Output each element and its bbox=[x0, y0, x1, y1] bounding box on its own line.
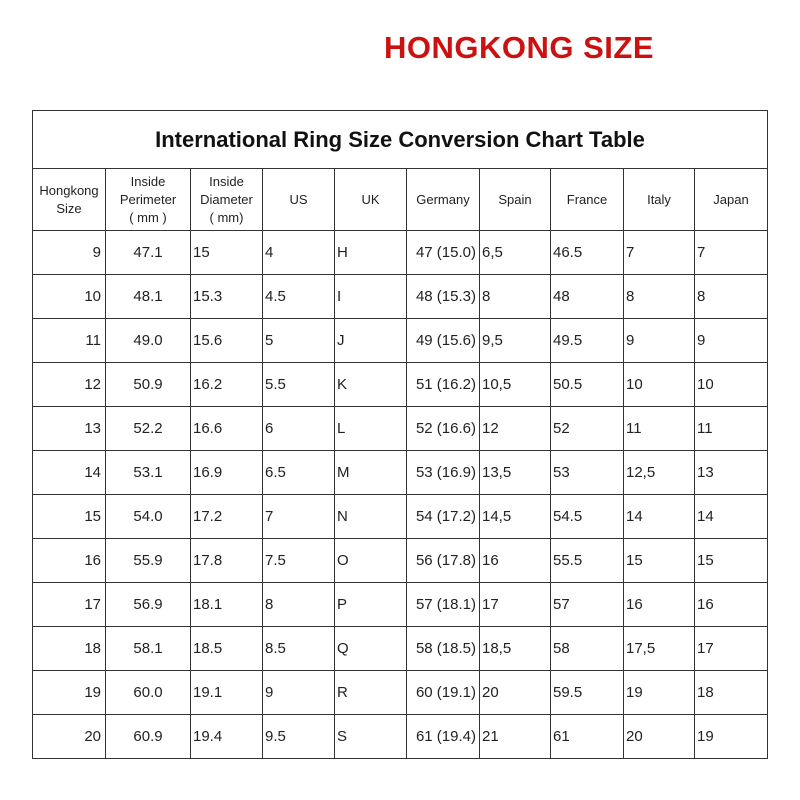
cell-france: 61 bbox=[551, 715, 624, 759]
cell-inside-diameter: 15.3 bbox=[191, 275, 263, 319]
cell-france: 46.5 bbox=[551, 231, 624, 275]
cell-inside-perimeter: 56.9 bbox=[106, 583, 191, 627]
cell-inside-diameter: 15.6 bbox=[191, 319, 263, 363]
table-row bbox=[33, 275, 768, 319]
cell-germany: 61 (19.4) bbox=[407, 715, 480, 759]
column-header-uk bbox=[335, 169, 407, 231]
cell-uk: K bbox=[335, 363, 407, 407]
cell-us: 5.5 bbox=[263, 363, 335, 407]
cell-italy: 8 bbox=[624, 275, 695, 319]
cell-france: 57 bbox=[551, 583, 624, 627]
cell-inside-perimeter: 47.1 bbox=[106, 231, 191, 275]
cell-germany: 57 (18.1) bbox=[407, 583, 480, 627]
cell-uk: I bbox=[335, 275, 407, 319]
cell-spain: 21 bbox=[480, 715, 551, 759]
cell-uk: L bbox=[335, 407, 407, 451]
cell-spain: 8 bbox=[480, 275, 551, 319]
cell-uk: S bbox=[335, 715, 407, 759]
cell-us: 9.5 bbox=[263, 715, 335, 759]
cell-germany: 58 (18.5) bbox=[407, 627, 480, 671]
cell-hongkong-size: 16 bbox=[33, 539, 106, 583]
cell-hongkong-size: 20 bbox=[33, 715, 106, 759]
cell-italy: 11 bbox=[624, 407, 695, 451]
cell-inside-perimeter: 48.1 bbox=[106, 275, 191, 319]
cell-uk: O bbox=[335, 539, 407, 583]
column-header-line: Germany bbox=[416, 191, 470, 207]
table-row bbox=[33, 671, 768, 715]
cell-france: 54.5 bbox=[551, 495, 624, 539]
cell-italy: 7 bbox=[624, 231, 695, 275]
cell-italy: 20 bbox=[624, 715, 695, 759]
column-header-hongkong-size bbox=[33, 169, 106, 231]
cell-hongkong-size: 15 bbox=[33, 495, 106, 539]
cell-france: 58 bbox=[551, 627, 624, 671]
cell-italy: 16 bbox=[624, 583, 695, 627]
cell-japan: 10 bbox=[695, 363, 768, 407]
column-header-line: Inside bbox=[209, 173, 244, 189]
cell-spain: 16 bbox=[480, 539, 551, 583]
cell-uk: N bbox=[335, 495, 407, 539]
cell-inside-perimeter: 49.0 bbox=[106, 319, 191, 363]
cell-inside-perimeter: 60.0 bbox=[106, 671, 191, 715]
cell-us: 4.5 bbox=[263, 275, 335, 319]
cell-france: 48 bbox=[551, 275, 624, 319]
column-header-line: Perimeter bbox=[119, 191, 177, 207]
cell-france: 52 bbox=[551, 407, 624, 451]
cell-germany: 56 (17.8) bbox=[407, 539, 480, 583]
cell-spain: 14,5 bbox=[480, 495, 551, 539]
header-row bbox=[33, 169, 768, 231]
column-header-france bbox=[551, 169, 624, 231]
cell-japan: 8 bbox=[695, 275, 768, 319]
cell-spain: 17 bbox=[480, 583, 551, 627]
column-header-italy bbox=[624, 169, 695, 231]
cell-inside-diameter: 18.5 bbox=[191, 627, 263, 671]
cell-italy: 19 bbox=[624, 671, 695, 715]
cell-spain: 9,5 bbox=[480, 319, 551, 363]
cell-france: 50.5 bbox=[551, 363, 624, 407]
column-header-inside-diameter bbox=[191, 169, 263, 231]
cell-spain: 10,5 bbox=[480, 363, 551, 407]
cell-germany: 51 (16.2) bbox=[407, 363, 480, 407]
cell-inside-perimeter: 54.0 bbox=[106, 495, 191, 539]
cell-us: 8 bbox=[263, 583, 335, 627]
column-header-us bbox=[263, 169, 335, 231]
column-header-line: ( mm) bbox=[209, 209, 244, 225]
cell-japan: 17 bbox=[695, 627, 768, 671]
cell-spain: 12 bbox=[480, 407, 551, 451]
cell-germany: 60 (19.1) bbox=[407, 671, 480, 715]
column-header-line: Spain bbox=[498, 191, 532, 207]
cell-inside-perimeter: 55.9 bbox=[106, 539, 191, 583]
cell-hongkong-size: 17 bbox=[33, 583, 106, 627]
cell-spain: 20 bbox=[480, 671, 551, 715]
table-row bbox=[33, 231, 768, 275]
table-row bbox=[33, 319, 768, 363]
column-header-germany bbox=[407, 169, 480, 231]
column-header-line: Japan bbox=[713, 191, 749, 207]
cell-inside-perimeter: 50.9 bbox=[106, 363, 191, 407]
cell-us: 8.5 bbox=[263, 627, 335, 671]
cell-hongkong-size: 10 bbox=[33, 275, 106, 319]
table-row bbox=[33, 407, 768, 451]
column-header-line: Size bbox=[56, 200, 82, 216]
column-header-inside-perimeter bbox=[106, 169, 191, 231]
column-header-line: Diameter bbox=[200, 191, 253, 207]
cell-japan: 14 bbox=[695, 495, 768, 539]
cell-japan: 16 bbox=[695, 583, 768, 627]
cell-germany: 49 (15.6) bbox=[407, 319, 480, 363]
cell-italy: 14 bbox=[624, 495, 695, 539]
table-row bbox=[33, 539, 768, 583]
cell-hongkong-size: 11 bbox=[33, 319, 106, 363]
cell-france: 53 bbox=[551, 451, 624, 495]
cell-japan: 18 bbox=[695, 671, 768, 715]
cell-uk: J bbox=[335, 319, 407, 363]
cell-us: 6 bbox=[263, 407, 335, 451]
cell-inside-diameter: 17.8 bbox=[191, 539, 263, 583]
cell-germany: 47 (15.0) bbox=[407, 231, 480, 275]
cell-france: 59.5 bbox=[551, 671, 624, 715]
cell-hongkong-size: 18 bbox=[33, 627, 106, 671]
cell-uk: M bbox=[335, 451, 407, 495]
page-title: HONGKONG SIZE bbox=[384, 30, 655, 65]
column-header-line: France bbox=[566, 191, 608, 207]
column-header-line: Italy bbox=[647, 191, 671, 207]
cell-spain: 13,5 bbox=[480, 451, 551, 495]
cell-us: 7.5 bbox=[263, 539, 335, 583]
column-header-japan bbox=[695, 169, 768, 231]
column-header-line: US bbox=[289, 191, 308, 207]
cell-uk: H bbox=[335, 231, 407, 275]
table-row bbox=[33, 627, 768, 671]
cell-italy: 17,5 bbox=[624, 627, 695, 671]
cell-inside-diameter: 17.2 bbox=[191, 495, 263, 539]
table-row bbox=[33, 715, 768, 759]
cell-uk: R bbox=[335, 671, 407, 715]
cell-japan: 11 bbox=[695, 407, 768, 451]
cell-inside-perimeter: 60.9 bbox=[106, 715, 191, 759]
cell-japan: 7 bbox=[695, 231, 768, 275]
cell-japan: 9 bbox=[695, 319, 768, 363]
cell-hongkong-size: 9 bbox=[33, 231, 106, 275]
cell-germany: 48 (15.3) bbox=[407, 275, 480, 319]
column-header-spain bbox=[480, 169, 551, 231]
cell-inside-diameter: 16.9 bbox=[191, 451, 263, 495]
cell-inside-diameter: 15 bbox=[191, 231, 263, 275]
table-title: International Ring Size Conversion Chart Table bbox=[33, 111, 768, 169]
cell-uk: Q bbox=[335, 627, 407, 671]
cell-japan: 13 bbox=[695, 451, 768, 495]
cell-italy: 12,5 bbox=[624, 451, 695, 495]
cell-japan: 19 bbox=[695, 715, 768, 759]
cell-france: 49.5 bbox=[551, 319, 624, 363]
cell-japan: 15 bbox=[695, 539, 768, 583]
cell-germany: 54 (17.2) bbox=[407, 495, 480, 539]
cell-hongkong-size: 12 bbox=[33, 363, 106, 407]
cell-inside-diameter: 18.1 bbox=[191, 583, 263, 627]
cell-france: 55.5 bbox=[551, 539, 624, 583]
ring-size-table bbox=[32, 110, 768, 759]
cell-germany: 53 (16.9) bbox=[407, 451, 480, 495]
column-header-line: UK bbox=[361, 191, 380, 207]
column-header-line: Inside bbox=[130, 173, 166, 189]
cell-inside-perimeter: 53.1 bbox=[106, 451, 191, 495]
cell-hongkong-size: 13 bbox=[33, 407, 106, 451]
table-row bbox=[33, 583, 768, 627]
table-row bbox=[33, 495, 768, 539]
cell-inside-perimeter: 52.2 bbox=[106, 407, 191, 451]
cell-italy: 15 bbox=[624, 539, 695, 583]
cell-inside-diameter: 16.2 bbox=[191, 363, 263, 407]
cell-italy: 10 bbox=[624, 363, 695, 407]
cell-italy: 9 bbox=[624, 319, 695, 363]
cell-inside-diameter: 19.4 bbox=[191, 715, 263, 759]
column-header-line: Hongkong bbox=[39, 182, 99, 198]
cell-germany: 52 (16.6) bbox=[407, 407, 480, 451]
table-row bbox=[33, 363, 768, 407]
cell-us: 5 bbox=[263, 319, 335, 363]
cell-us: 7 bbox=[263, 495, 335, 539]
cell-inside-perimeter: 58.1 bbox=[106, 627, 191, 671]
cell-inside-diameter: 16.6 bbox=[191, 407, 263, 451]
column-header-line: ( mm ) bbox=[129, 209, 167, 225]
cell-spain: 6,5 bbox=[480, 231, 551, 275]
cell-hongkong-size: 14 bbox=[33, 451, 106, 495]
cell-spain: 18,5 bbox=[480, 627, 551, 671]
cell-uk: P bbox=[335, 583, 407, 627]
cell-hongkong-size: 19 bbox=[33, 671, 106, 715]
cell-us: 4 bbox=[263, 231, 335, 275]
table-row bbox=[33, 451, 768, 495]
cell-inside-diameter: 19.1 bbox=[191, 671, 263, 715]
cell-us: 6.5 bbox=[263, 451, 335, 495]
cell-us: 9 bbox=[263, 671, 335, 715]
